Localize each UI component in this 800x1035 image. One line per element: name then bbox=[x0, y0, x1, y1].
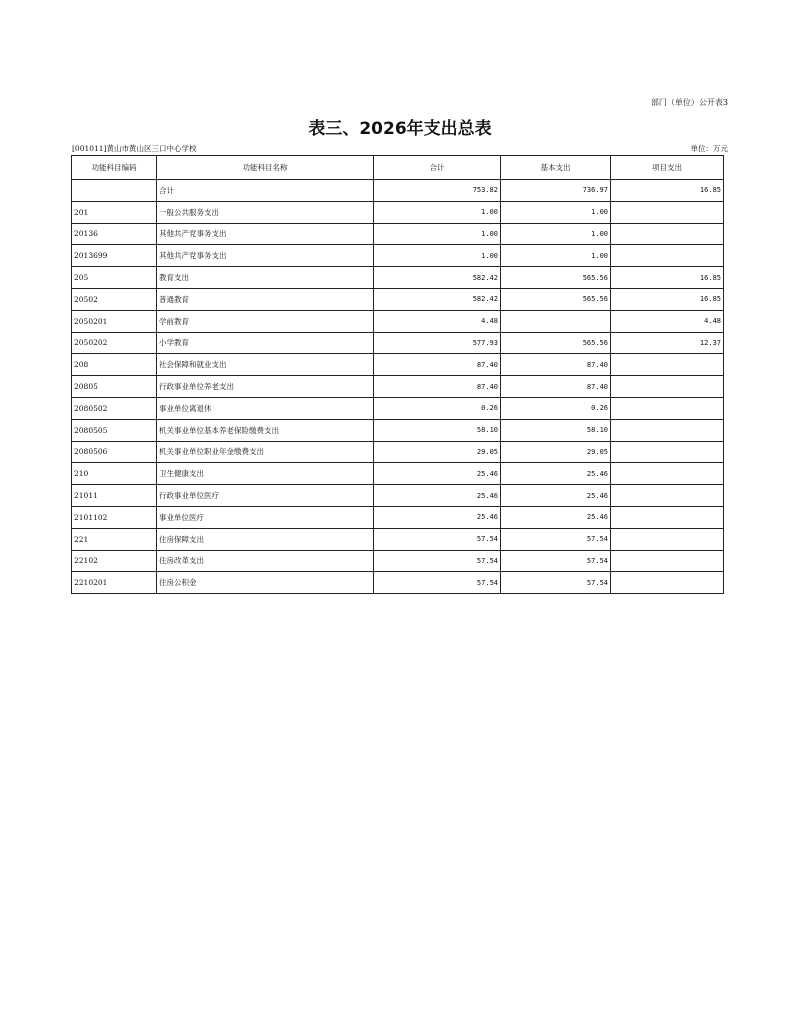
cell-total: 87.40 bbox=[374, 354, 501, 376]
expenditure-table bbox=[71, 155, 724, 594]
cell-code: 208 bbox=[72, 354, 157, 376]
cell-name: 事业单位医疗 bbox=[157, 506, 374, 528]
cell-basic: 57.54 bbox=[501, 528, 611, 550]
cell-total: 1.00 bbox=[374, 201, 501, 223]
cell-basic: 58.10 bbox=[501, 419, 611, 441]
cell-basic: 29.05 bbox=[501, 441, 611, 463]
cell-total: 1.00 bbox=[374, 245, 501, 267]
table-number-label: 部门（单位）公开表3 bbox=[650, 98, 728, 107]
unit-name: [001011]黄山市黄山区三口中心学校 bbox=[72, 144, 197, 153]
cell-name: 其他共产党事务支出 bbox=[157, 245, 374, 267]
cell-basic: 87.40 bbox=[501, 376, 611, 398]
table-row bbox=[72, 376, 724, 398]
cell-basic: 565.56 bbox=[501, 288, 611, 310]
cell-name: 教育支出 bbox=[157, 267, 374, 289]
table-row bbox=[72, 485, 724, 507]
cell-code: 201 bbox=[72, 201, 157, 223]
cell-total: 582.42 bbox=[374, 288, 501, 310]
cell-basic: 0.26 bbox=[501, 397, 611, 419]
cell-code: 2101102 bbox=[72, 506, 157, 528]
cell-code: 221 bbox=[72, 528, 157, 550]
cell-code: 20502 bbox=[72, 288, 157, 310]
cell-code: 210 bbox=[72, 463, 157, 485]
cell-basic: 736.97 bbox=[501, 180, 611, 202]
cell-basic: 1.00 bbox=[501, 201, 611, 223]
cell-code: 20805 bbox=[72, 376, 157, 398]
cell-name: 住房公积金 bbox=[157, 572, 374, 594]
cell-total: 0.26 bbox=[374, 397, 501, 419]
table-row bbox=[72, 550, 724, 572]
cell-code: 2050202 bbox=[72, 332, 157, 354]
cell-basic: 1.00 bbox=[501, 245, 611, 267]
table-row bbox=[72, 310, 724, 332]
cell-name: 普通教育 bbox=[157, 288, 374, 310]
cell-name: 一般公共服务支出 bbox=[157, 201, 374, 223]
cell-code: 2013699 bbox=[72, 245, 157, 267]
cell-project bbox=[611, 550, 724, 572]
cell-project bbox=[611, 223, 724, 245]
cell-name: 合计 bbox=[157, 180, 374, 202]
cell-basic: 25.46 bbox=[501, 506, 611, 528]
cell-name: 其他共产党事务支出 bbox=[157, 223, 374, 245]
table-row bbox=[72, 332, 724, 354]
table-row bbox=[72, 397, 724, 419]
cell-project bbox=[611, 419, 724, 441]
cell-basic: 57.54 bbox=[501, 550, 611, 572]
cell-total: 58.10 bbox=[374, 419, 501, 441]
cell-total: 87.40 bbox=[374, 376, 501, 398]
cell-name: 事业单位离退休 bbox=[157, 397, 374, 419]
table-row bbox=[72, 441, 724, 463]
table-row bbox=[72, 288, 724, 310]
table-row bbox=[72, 180, 724, 202]
cell-project bbox=[611, 528, 724, 550]
cell-project bbox=[611, 572, 724, 594]
cell-basic: 57.54 bbox=[501, 572, 611, 594]
cell-code: 2080505 bbox=[72, 419, 157, 441]
cell-basic: 87.40 bbox=[501, 354, 611, 376]
cell-total: 57.54 bbox=[374, 550, 501, 572]
header-code: 功能科目编码 bbox=[72, 156, 157, 180]
table-row bbox=[72, 572, 724, 594]
cell-project: 16.85 bbox=[611, 180, 724, 202]
cell-basic bbox=[501, 310, 611, 332]
cell-code: 2050201 bbox=[72, 310, 157, 332]
cell-project bbox=[611, 376, 724, 398]
cell-basic: 565.56 bbox=[501, 267, 611, 289]
cell-code bbox=[72, 180, 157, 202]
cell-project bbox=[611, 354, 724, 376]
cell-name: 机关事业单位职业年金缴费支出 bbox=[157, 441, 374, 463]
table-row bbox=[72, 419, 724, 441]
cell-name: 行政事业单位养老支出 bbox=[157, 376, 374, 398]
cell-code: 21011 bbox=[72, 485, 157, 507]
table-row bbox=[72, 201, 724, 223]
cell-code: 20136 bbox=[72, 223, 157, 245]
table-row bbox=[72, 245, 724, 267]
cell-project bbox=[611, 463, 724, 485]
header-project: 项目支出 bbox=[611, 156, 724, 180]
cell-project bbox=[611, 485, 724, 507]
cell-project bbox=[611, 441, 724, 463]
table-row bbox=[72, 506, 724, 528]
page-title: 表三、2026年支出总表 bbox=[308, 119, 492, 139]
cell-project: 4.48 bbox=[611, 310, 724, 332]
cell-name: 住房改革支出 bbox=[157, 550, 374, 572]
cell-name: 卫生健康支出 bbox=[157, 463, 374, 485]
cell-basic: 565.56 bbox=[501, 332, 611, 354]
cell-project: 16.85 bbox=[611, 288, 724, 310]
cell-name: 机关事业单位基本养老保险缴费支出 bbox=[157, 419, 374, 441]
cell-code: 2080502 bbox=[72, 397, 157, 419]
cell-basic: 25.46 bbox=[501, 463, 611, 485]
cell-name: 社会保障和就业支出 bbox=[157, 354, 374, 376]
header-name: 功能科目名称 bbox=[157, 156, 374, 180]
table-row bbox=[72, 223, 724, 245]
cell-total: 577.93 bbox=[374, 332, 501, 354]
cell-total: 57.54 bbox=[374, 572, 501, 594]
cell-basic: 25.46 bbox=[501, 485, 611, 507]
cell-total: 29.05 bbox=[374, 441, 501, 463]
cell-code: 205 bbox=[72, 267, 157, 289]
cell-name: 学前教育 bbox=[157, 310, 374, 332]
cell-total: 582.42 bbox=[374, 267, 501, 289]
cell-project bbox=[611, 397, 724, 419]
cell-total: 753.82 bbox=[374, 180, 501, 202]
cell-total: 25.46 bbox=[374, 485, 501, 507]
cell-total: 57.54 bbox=[374, 528, 501, 550]
cell-basic: 1.00 bbox=[501, 223, 611, 245]
cell-project: 12.37 bbox=[611, 332, 724, 354]
table-row bbox=[72, 463, 724, 485]
cell-name: 住房保障支出 bbox=[157, 528, 374, 550]
cell-project bbox=[611, 201, 724, 223]
cell-project bbox=[611, 506, 724, 528]
currency-unit-label: 单位：万元 bbox=[690, 144, 728, 153]
cell-name: 小学教育 bbox=[157, 332, 374, 354]
table-row bbox=[72, 267, 724, 289]
header-total: 合计 bbox=[374, 156, 501, 180]
cell-project bbox=[611, 245, 724, 267]
table-header-row bbox=[72, 156, 724, 180]
cell-code: 22102 bbox=[72, 550, 157, 572]
table-row bbox=[72, 528, 724, 550]
table-row bbox=[72, 354, 724, 376]
cell-total: 1.00 bbox=[374, 223, 501, 245]
cell-code: 2080506 bbox=[72, 441, 157, 463]
cell-total: 4.48 bbox=[374, 310, 501, 332]
header-basic: 基本支出 bbox=[501, 156, 611, 180]
table-body bbox=[72, 180, 724, 594]
cell-code: 2210201 bbox=[72, 572, 157, 594]
cell-project: 16.85 bbox=[611, 267, 724, 289]
cell-total: 25.46 bbox=[374, 463, 501, 485]
cell-name: 行政事业单位医疗 bbox=[157, 485, 374, 507]
cell-total: 25.46 bbox=[374, 506, 501, 528]
